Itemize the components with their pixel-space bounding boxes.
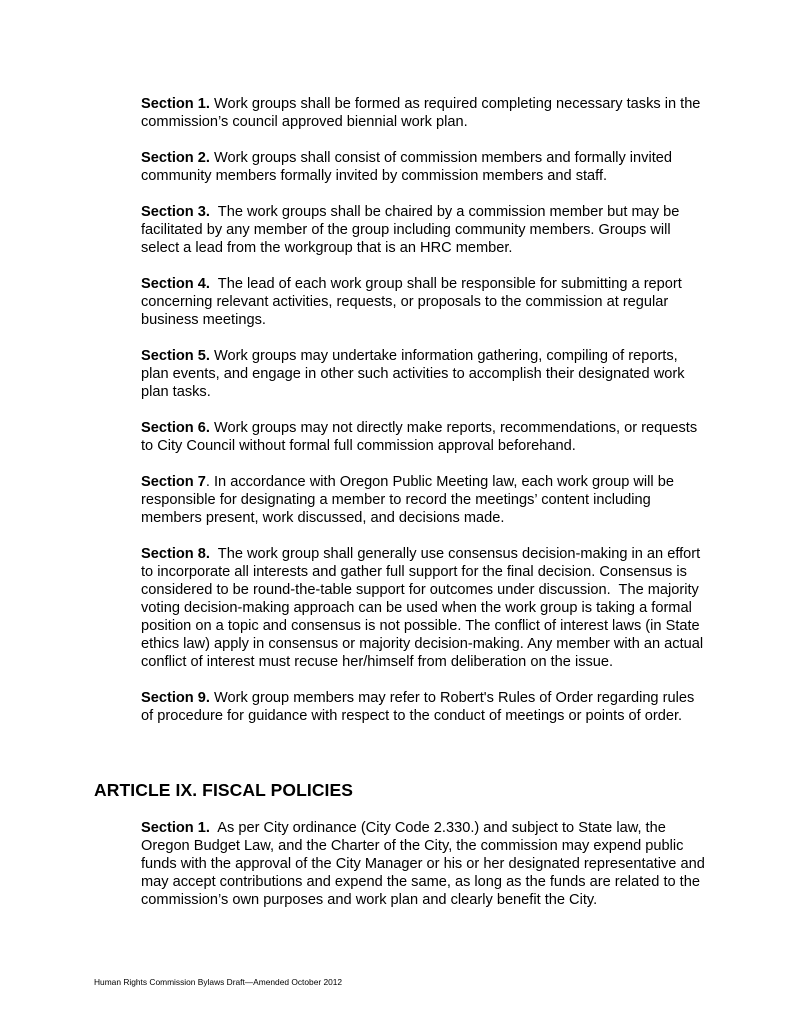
section-7 — [141, 473, 706, 527]
section-label: Section 5. — [141, 348, 210, 364]
section-label: Section 2. — [141, 150, 210, 166]
fiscal-policy-sections — [141, 819, 706, 927]
page-footer: Human Rights Commission Bylaws Draft—Amended October 2012 — [94, 977, 343, 987]
section-5 — [141, 347, 706, 401]
section-label: Section 4. — [141, 276, 210, 292]
section-8 — [141, 545, 706, 671]
work-group-sections — [141, 95, 706, 743]
section-text: The work group shall generally use consensus decision-making in an effort to incorporate all interests and gather full support for the final decision. Consensus is considered to be round-the-table support for outcomes under discussion. The majority voting decision-making approach can be used when the work group is taking a formal position on a topic and consensus is not possible. The conflict of interest laws (in State ethics law) apply in consensus or majority decision-making. Any member with an actual conflict of interest must recuse her/himself from deliberation on the issue. — [141, 546, 708, 670]
section-4 — [141, 275, 706, 329]
section-text: . In accordance with Oregon Public Meeting law, each work group will be responsible for designating a member to record the meetings’ content including members present, work discussed, and decisions made. — [141, 474, 674, 526]
section-text: As per City ordinance (City Code 2.330.) and subject to State law, the Oregon Budget Law, and the Charter of the City, the commission may expend public funds with the approval of the City Manager or his or her designated representative and may accept contributions and expend the same, as long as the funds are related to the commission’s own purposes and work plan and clearly benefit the City. — [141, 820, 705, 908]
article-heading: ARTICLE IX. FISCAL POLICIES — [94, 780, 354, 800]
section-label: Section 6. — [141, 420, 210, 436]
section-label: Section 3. — [141, 204, 210, 220]
section-text: Work groups may undertake information gathering, compiling of reports, plan events, and engage in other such activities to accomplish their designated work plan tasks. — [141, 348, 685, 400]
section-9 — [141, 689, 706, 725]
section-text: The lead of each work group shall be responsible for submitting a report concerning relevant activities, requests, or proposals to the commission at regular business meetings. — [141, 276, 682, 328]
section-1 — [141, 95, 706, 131]
section-text: Work groups shall consist of commission members and formally invited community members formally invited by commission members and staff. — [141, 150, 672, 184]
section-3 — [141, 203, 706, 257]
section-text: The work groups shall be chaired by a commission member but may be facilitated by any member of the group including community members. Groups will select a lead from the workgroup that is an HRC member. — [141, 204, 680, 256]
section-text: Work groups shall be formed as required completing necessary tasks in the commission’s council approved biennial work plan. — [141, 96, 701, 130]
section-text: Work group members may refer to Robert's Rules of Order regarding rules of procedure for guidance with respect to the conduct of meetings or points of order. — [141, 690, 695, 724]
section-label: Section 7 — [141, 474, 206, 490]
section-2 — [141, 149, 706, 185]
section-6 — [141, 419, 706, 455]
fiscal-section-1 — [141, 819, 706, 909]
section-text: Work groups may not directly make reports, recommendations, or requests to City Council without formal full commission approval beforehand. — [141, 420, 698, 454]
section-label: Section 9. — [141, 690, 210, 706]
section-label: Section 1. — [141, 820, 210, 836]
section-label: Section 1. — [141, 96, 210, 112]
section-label: Section 8. — [141, 546, 210, 562]
